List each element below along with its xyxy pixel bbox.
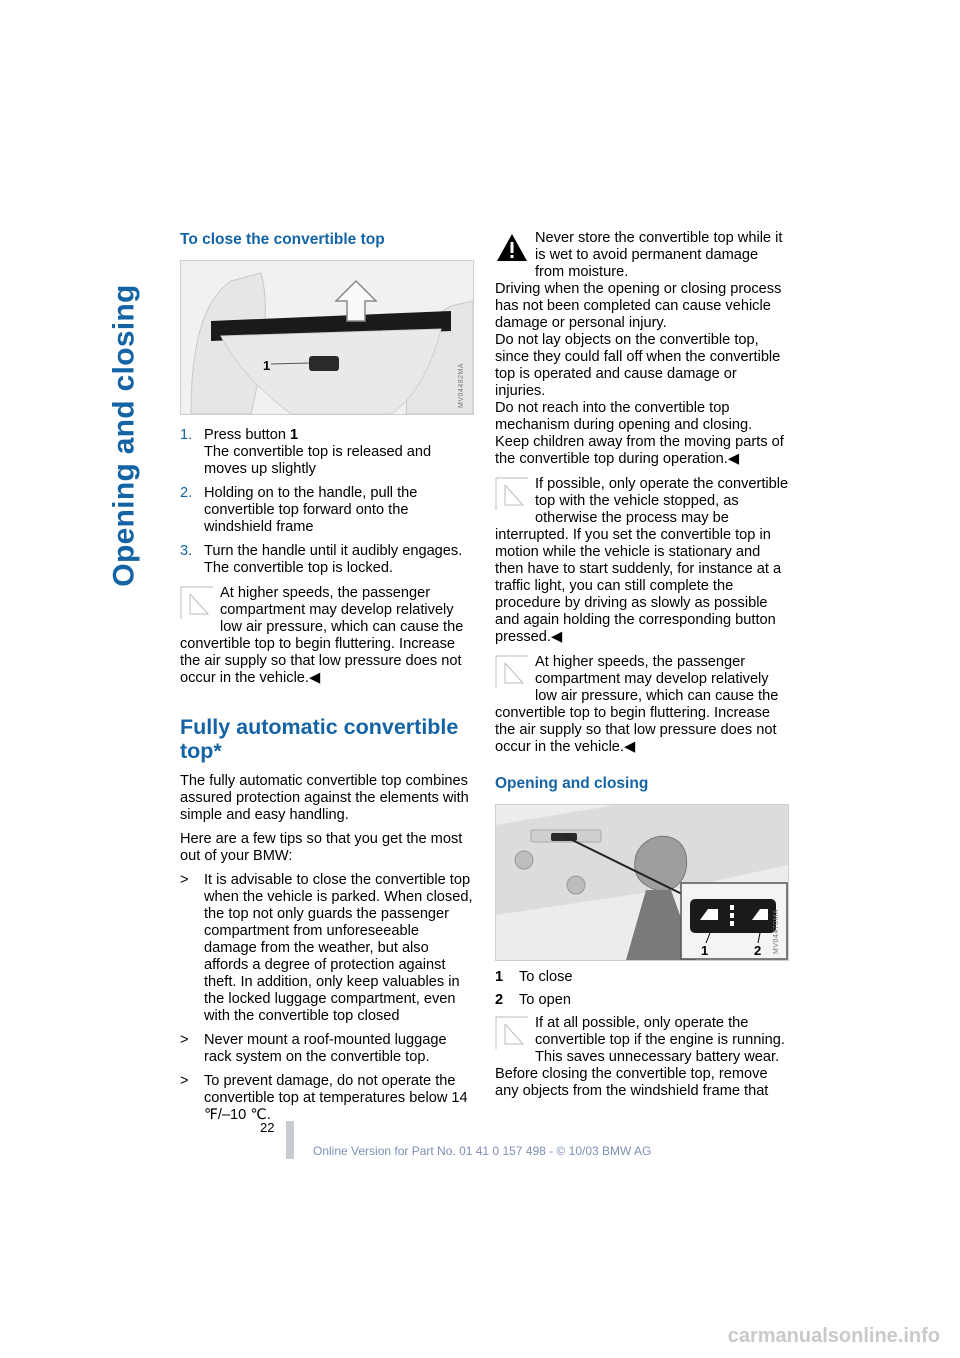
step-item xyxy=(180,485,474,536)
online-version-text: Online Version for Part No. 01 41 0 157 498 - © 10/03 BMW AG xyxy=(313,1144,652,1158)
tip-text: To prevent damage, do not operate the convertible top at temperatures below 14 ℉/–10 ℃. xyxy=(204,1073,468,1123)
note-speed-text: At higher speeds, the passenger compartment may develop relatively low air pressure, which can cause the convertible top to begin fluttering. Increase the air supply so that low pressure does not occur in the vehicle.◀ xyxy=(180,585,464,686)
auto-intro: The fully automatic convertible top combines assured protection against the elements with simple and easy handling. xyxy=(180,773,469,823)
warning-text: Never store the convertible top while it is wet to avoid permanent damage from moisture. Driving when the opening or closing process has not been completed can cause vehicle damage or personal injury. Do not lay objects on the convertible top, since they could fall off when the convertible top is operated and cause damage or injuries. Do not reach into the convertible top mechanism during opening and closing. Keep children away from the moving parts of the convertible top during operation.◀ xyxy=(495,230,784,467)
note-engine-text: If at all possible, only operate the convertible top if the engine is running. This saves unnecessary battery wear. Before closing the convertible top, remove any objects from the windshield frame that xyxy=(495,1015,785,1099)
tip-text: Never mount a roof-mounted luggage rack system on the convertible top. xyxy=(204,1032,447,1065)
tip-item xyxy=(180,1032,474,1066)
note-icon xyxy=(180,586,214,620)
auto-top-heading: Fully automatic convertible top* xyxy=(180,715,459,763)
step-number: 1. xyxy=(180,427,193,443)
step-item xyxy=(180,427,474,478)
step-bold-ref: 1 xyxy=(290,427,299,443)
legend-item xyxy=(495,992,789,1009)
note-speed-right xyxy=(495,654,789,756)
step-text: Holding on to the handle, pull the convertible top forward onto the windshield frame xyxy=(204,485,418,535)
figure1-code: MV04482MA xyxy=(458,363,465,408)
step-body xyxy=(204,427,474,478)
tips-intro: Here are a few tips so that you get the most out of your BMW: xyxy=(180,831,463,864)
tip-marker: > xyxy=(180,1073,189,1089)
left-column xyxy=(180,230,474,1131)
tip-item xyxy=(180,872,474,1025)
legend-key: 2 xyxy=(495,992,504,1008)
page-number: 22 xyxy=(260,1120,275,1135)
step-number: 2. xyxy=(180,485,193,501)
note-engine xyxy=(495,1015,789,1100)
step-text: Press button xyxy=(204,427,290,443)
note-icon xyxy=(495,655,529,689)
tip-marker: > xyxy=(180,1032,189,1048)
step-detail: The convertible top is locked. xyxy=(204,560,394,576)
legend-item xyxy=(495,969,789,986)
right-column xyxy=(495,230,789,1108)
opening-closing-heading: Opening and closing xyxy=(495,775,649,792)
watermark: carmanualsonline.info xyxy=(727,1325,940,1347)
legend-text: To open xyxy=(519,992,571,1008)
center-console-illustration xyxy=(496,805,788,960)
note-speed-right-text: At higher speeds, the passenger compartment may develop relatively low air pressure, which can cause the convertible top to begin fluttering. Increase the air supply so that low pressure does not occur in the vehicle.◀ xyxy=(495,654,779,755)
warning-note xyxy=(495,230,789,468)
warning-icon xyxy=(495,231,529,265)
figure2-label-2: 2 xyxy=(754,943,762,958)
step-body xyxy=(204,543,462,577)
tip-text: It is advisable to close the convertible top when the vehicle is parked. When closed, the top not only guards the passenger compartment from unforeseeable damage from the weather, but also affords a degree of protection against theft. In addition, only keep valuables in the locked luggage compartment, even with the convertible top closed xyxy=(204,872,473,1024)
step-number: 3. xyxy=(180,543,193,559)
note-speed xyxy=(180,585,474,687)
convertible-top-figure xyxy=(180,260,474,415)
step-text: Turn the handle until it audibly engages. xyxy=(204,543,463,559)
section-side-title xyxy=(94,230,154,640)
figure2-code: MV04470MA xyxy=(773,909,780,954)
note-stopped xyxy=(495,476,789,646)
note-icon xyxy=(495,477,529,511)
tip-item xyxy=(180,1073,474,1124)
convertible-top-illustration xyxy=(181,261,473,414)
section-title-text: Opening and closing xyxy=(107,283,141,587)
legend-key: 1 xyxy=(495,969,504,985)
step-detail: The convertible top is released and moves up slightly xyxy=(204,444,432,477)
close-steps-list xyxy=(180,427,474,577)
note-stopped-text: If possible, only operate the convertible top with the vehicle stopped, as otherwise the process may be interrupted. If you set the convertible top in motion while the vehicle is stationary and then have to start suddenly, for instance at a traffic light, you can still complete the procedure by driving as slowly as possible and again holding the corresponding button pressed.◀ xyxy=(495,476,789,645)
note-icon xyxy=(495,1016,529,1050)
tip-marker: > xyxy=(180,872,189,888)
footer-bar xyxy=(286,1121,294,1159)
switch-figure xyxy=(495,804,789,961)
step-item xyxy=(180,543,474,577)
legend-text: To close xyxy=(519,969,573,985)
close-heading: To close the convertible top xyxy=(180,231,385,248)
figure2-label-1: 1 xyxy=(701,943,709,958)
tips-list xyxy=(180,872,474,1124)
figure1-callout: 1 xyxy=(263,358,271,373)
